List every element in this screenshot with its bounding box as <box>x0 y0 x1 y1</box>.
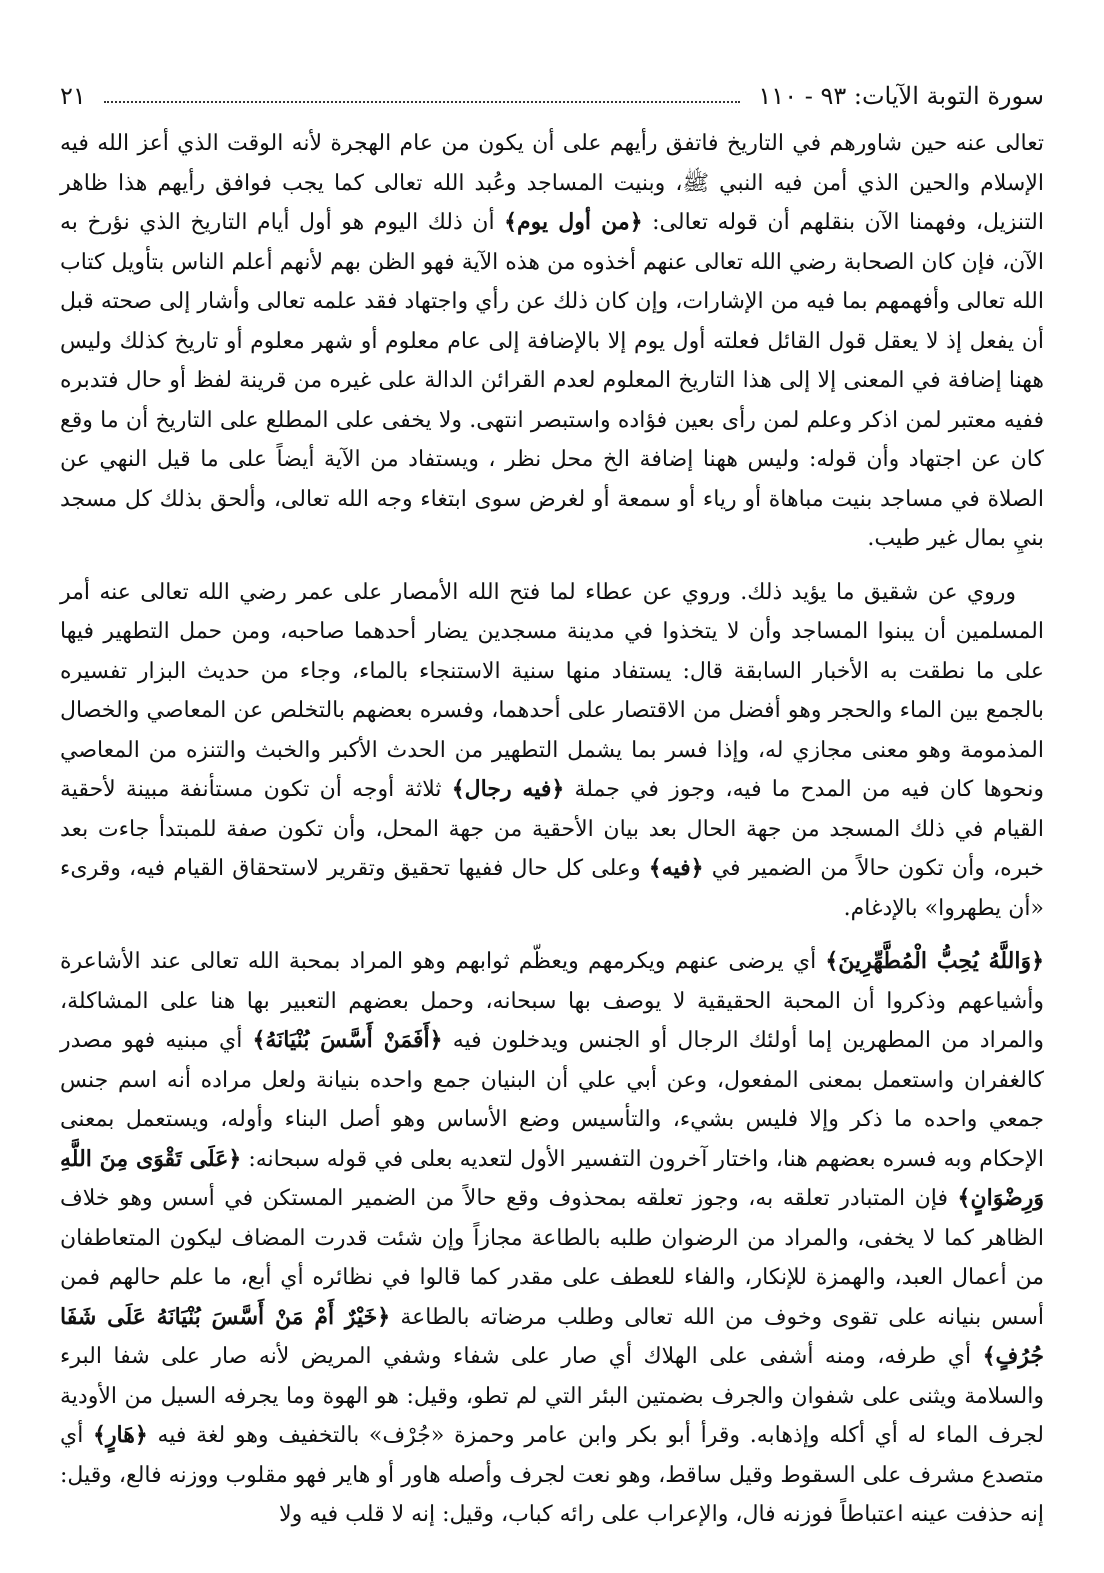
header-title: سورة التوبة الآيات: ٩٣ - ١١٠ <box>758 82 1044 110</box>
quran-quote: ﴿هَارٍ﴾ <box>93 1422 148 1448</box>
quran-quote: ﴿خَيْرٌ أَمْ مَنْ أَسَّسَ بُنْيَانَهُ عَلَى شَفَا جُرُفٍ﴾ <box>60 1303 1044 1369</box>
paragraph-text: أي يرضى عنهم ويكرمهم ويعظّم ثوابهم وهو المراد بمحبة الله تعالى عند الأشاعرة وأشياعهم وذكروا أن المحبة الحقيقية لا يوصف بها سبحانه، وحمل بعضهم التعبير بها هنا على المشاكلة، والمراد من المطهرين إما أولئك الرجال أو الجنس ويدخلون فيه <box>60 949 1044 1053</box>
quran-quote: ﴿أَفَمَنْ أَسَّسَ بُنْيَانَهُ﴾ <box>252 1027 443 1053</box>
body-text <box>60 124 1044 1535</box>
document-page <box>60 74 1044 1535</box>
paragraph-text: أي طرفه، ومنه أشفى على الهلاك أي صار على شفاء وشفي المريض لأنه صار على شفا البرء والسلامة ويثنى على شفوان والجرف بضمتين البئر التي لم تطو، وقيل: هو الهوة وما يجرفه السيل من الأودية لجرف الماء له أي أكله وإذهابه. وقرأ أبو بكر وابن عامر وحمزة «جُرْف» بالتخفيف وهو لغة فيه <box>60 1344 1044 1448</box>
paragraph-text: ثلاثة أوجه أن تكون مستأنفة مبينة لأحقية القيام في ذلك المسجد من جهة الحال بعد بيان الأحقية من جهة المحل، وأن تكون صفة للمبتدأ جاءت بعد خبره، وأن تكون حالاً من الضمير في <box>60 777 1044 881</box>
paragraph-text: أي متصدع مشرف على السقوط وقيل ساقط، وهو نعت لجرف وأصله هاور أو هاير فهو مقلوب ووزنه فالع، وقيل: إنه حذفت عينه اعتباطاً فوزنه فال، والإعراب على رائه كباب، وقيل: إنه لا قلب فيه ولا <box>60 1423 1044 1527</box>
paragraph-text: أي مبنيه فهو مصدر كالغفران واستعمل بمعنى المفعول، وعن أبي علي أن البنيان جمع واحده بنيانة ولعل مراده أنه اسم جنس جمعي واحده ما ذكر وإلا فليس بشيء، والتأسيس وضع الأساس وهو أصل البناء وأوله، ويستعمل بمعنى الإحكام وبه فسره بعضهم هنا، واختار آخرون التفسير الأول لتعديه بعلى في قوله سبحانه: <box>60 1028 1044 1172</box>
paragraph-text: وعلى كل حال ففيها تحقيق وتقرير لاستحقاق القيام فيه، وقرىء «أن يطهروا» بالإدغام. <box>60 856 1044 921</box>
quran-quote: ﴿فيه﴾ <box>648 855 704 881</box>
quran-quote: ﴿وَاللَّهُ يُحِبُّ الْمُطَّهِّرِينَ﴾ <box>825 948 1044 974</box>
paragraph <box>60 573 1044 929</box>
paragraph-text: وروي عن شقيق ما يؤيد ذلك. وروي عن عطاء لما فتح الله الأمصار على عمر رضي الله تعالى عنه أمر المسلمين أن يبنوا المساجد وأن لا يتخذوا في مدينة مسجدين يضار أحدهما صاحبه، ومن حمل التطهير فيها على ما نطقت به الأخبار السابقة قال: يستفاد منها سنية الاستنجاء بالماء، وجاء من حديث البزار تفسيره بالجمع بين الماء والحجر وهو أفضل من الاقتصار على أحدهما، وفسره بعضهم بالتخلص عن المعاصي والخصال المذمومة وهو معنى مجازي له، وإذا فسر بما يشمل التطهير من الحدث الأكبر والخبث والتنزه من المعاصي ونحوها كان فيه من المدح ما فيه، وجوز في جملة <box>60 579 1044 802</box>
running-header <box>60 74 1044 118</box>
quran-quote: ﴿عَلَى تَقْوَى مِنَ اللَّهِ وَرِضْوَانٍ﴾ <box>60 1145 1044 1211</box>
paragraph <box>60 124 1044 559</box>
header-leader-dots <box>104 101 741 103</box>
page-number: ٢١ <box>60 82 86 110</box>
paragraph <box>60 942 1044 1535</box>
quran-quote: ﴿من أول يوم﴾ <box>504 209 643 235</box>
paragraph-text: تعالى عنه حين شاورهم في التاريخ فاتفق رأيهم على أن يكون من عام الهجرة لأنه الوقت الذي أعز الله فيه الإسلام والحين الذي أمن فيه النبي ﷺ، وبنيت المساجد وعُبد الله تعالى كما يجب فوافق رأيهم هذا ظاهر التنزيل، وفهمنا الآن بنقلهم أن قوله تعالى: <box>60 131 1044 235</box>
paragraph-text: فإن المتبادر تعلقه به، وجوز تعلقه بمحذوف وقع حالاً من الضمير المستكن في أسس وهو خلاف الظاهر كما لا يخفى، والمراد من الرضوان طلبه بالطاعة مجازاً وإن شئت قدرت المضاف ليكون المتعاطفان من أعمال العبد، والهمزة للإنكار، والفاء للعطف على مقدر كما قالوا في نظائره أي أبع، ما علم حالهم فمن أسس بنيانه على تقوى وخوف من الله تعالى وطلب مرضاته بالطاعة <box>60 1186 1044 1330</box>
quran-quote: ﴿فيه رجال﴾ <box>451 776 565 802</box>
paragraph-text: أن ذلك اليوم هو أول أيام التاريخ الذي نؤرخ به الآن، فإن كان الصحابة رضي الله تعالى عنهم أخذوه من هذه الآية فهو الظن بهم لأنهم أعلم الناس بتأويل كتاب الله تعالى وأفهمهم بما فيه من الإشارات، وإن كان ذلك عن رأي واجتهاد فقد علمه تعالى وأشار إلى صحته قبل أن يفعل إذ لا يعقل قول القائل فعلته أول يوم إلا بالإضافة إلى عام معلوم أو شهر معلوم أو تاريخ كذلك وليس ههنا إضافة في المعنى إلا إلى هذا التاريخ المعلوم لعدم القرائن الدالة على غيره من قرينة لفظ أو حال فتدبره ففيه معتبر لمن اذكر وعلم لمن رأى بعين فؤاده واستبصر انتهى. ولا يخفى على المطلع على التاريخ أن ما وقع كان عن اجتهاد وأن قوله: وليس ههنا إضافة الخ محل نظر ، ويستفاد من الآية أيضاً على ما قيل النهي عن الصلاة في مساجد بنيت مباهاة أو رياء أو سمعة أو لغرض سوى ابتغاء وجه الله تعالى، وألحق بذلك كل مسجد بنيِ بمال غير طيب. <box>60 210 1044 551</box>
